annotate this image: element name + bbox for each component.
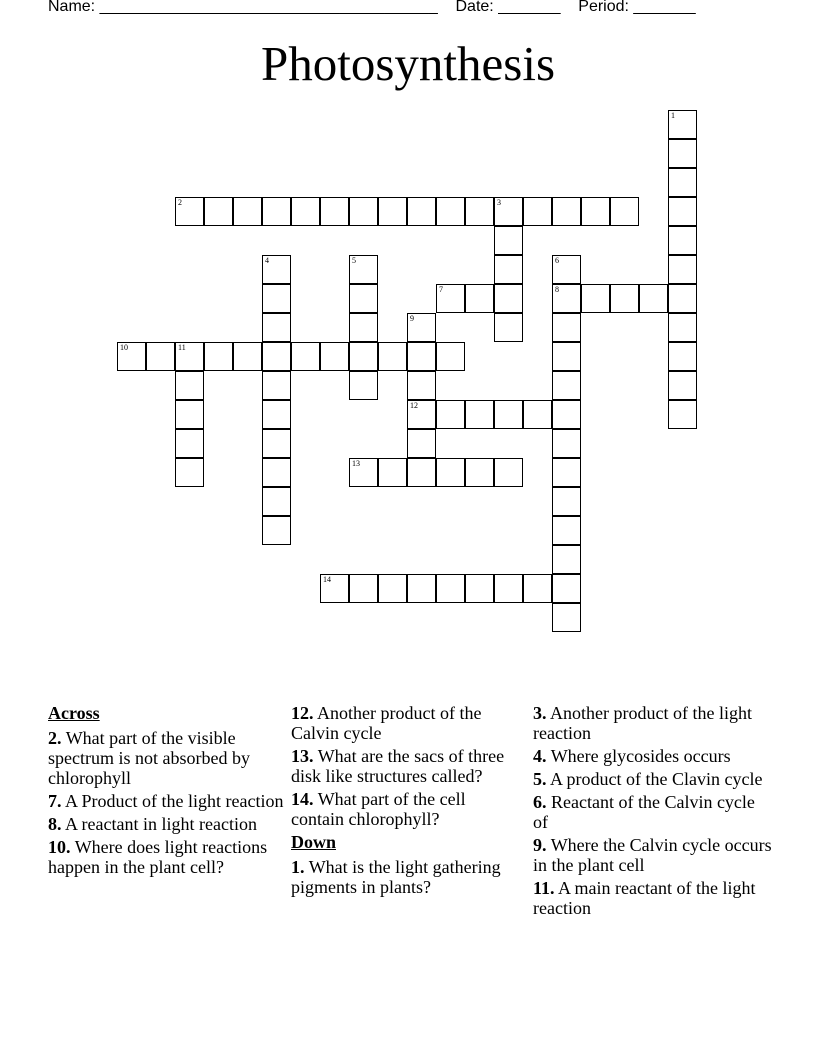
- grid-cell[interactable]: [291, 342, 320, 371]
- grid-cell[interactable]: [378, 574, 407, 603]
- grid-cell[interactable]: [436, 400, 465, 429]
- clue-column-2: [291, 703, 521, 900]
- grid-cell[interactable]: [668, 255, 697, 284]
- down-heading: Down: [291, 832, 337, 852]
- date-field-label[interactable]: Date: _______: [455, 0, 561, 15]
- grid-cell[interactable]: [233, 342, 262, 371]
- grid-cell[interactable]: [204, 342, 233, 371]
- cell-number: 5: [352, 256, 356, 265]
- grid-cell[interactable]: [610, 284, 639, 313]
- grid-cell[interactable]: [204, 197, 233, 226]
- grid-cell[interactable]: [407, 197, 436, 226]
- clue-text: What is the light gathering pigments in plants?: [291, 857, 501, 897]
- grid-cell[interactable]: [494, 197, 523, 226]
- grid-cell[interactable]: [378, 458, 407, 487]
- grid-cell[interactable]: [175, 400, 204, 429]
- grid-cell[interactable]: [262, 313, 291, 342]
- clue-number: 2.: [48, 728, 62, 748]
- grid-cell[interactable]: [349, 313, 378, 342]
- grid-cell[interactable]: [349, 255, 378, 284]
- cell-number: 14: [323, 575, 331, 584]
- cell-number: 3: [497, 198, 501, 207]
- clue-text: Where glycosides occurs: [550, 746, 731, 766]
- grid-cell[interactable]: [668, 342, 697, 371]
- grid-cell[interactable]: [117, 342, 146, 371]
- grid-cell[interactable]: [465, 197, 494, 226]
- grid-cell[interactable]: [175, 429, 204, 458]
- grid-cell[interactable]: [349, 458, 378, 487]
- grid-cell[interactable]: [668, 313, 697, 342]
- grid-cell[interactable]: [262, 371, 291, 400]
- grid-cell[interactable]: [523, 400, 552, 429]
- clue-down-4: [533, 746, 773, 766]
- grid-cell[interactable]: [349, 342, 378, 371]
- grid-cell[interactable]: [523, 574, 552, 603]
- grid-cell[interactable]: [552, 313, 581, 342]
- grid-cell[interactable]: [407, 313, 436, 342]
- grid-cell[interactable]: [610, 197, 639, 226]
- grid-cell[interactable]: [668, 197, 697, 226]
- grid-cell[interactable]: [668, 168, 697, 197]
- cell-number: 12: [410, 401, 418, 410]
- grid-cell[interactable]: [668, 284, 697, 313]
- grid-cell[interactable]: [407, 429, 436, 458]
- grid-cell[interactable]: [378, 197, 407, 226]
- grid-cell[interactable]: [552, 603, 581, 632]
- grid-cell[interactable]: [668, 110, 697, 139]
- cell-number: 1: [671, 111, 675, 120]
- clue-across-14: [291, 789, 521, 829]
- grid-cell[interactable]: [494, 226, 523, 255]
- clue-text: Another product of the Calvin cycle: [291, 703, 482, 743]
- grid-cell[interactable]: [320, 342, 349, 371]
- clue-number: 14.: [291, 789, 314, 809]
- clue-text: What part of the visible spectrum is not absorbed by chlorophyll: [48, 728, 250, 788]
- grid-cell[interactable]: [262, 487, 291, 516]
- cell-number: 2: [178, 198, 182, 207]
- grid-cell[interactable]: [436, 284, 465, 313]
- grid-cell[interactable]: [175, 371, 204, 400]
- cell-number: 8: [555, 285, 559, 294]
- clue-number: 9.: [533, 835, 547, 855]
- clue-across-13: [291, 746, 521, 786]
- clue-number: 5.: [533, 769, 547, 789]
- grid-cell[interactable]: [552, 342, 581, 371]
- clue-number: 11.: [533, 878, 555, 898]
- grid-cell[interactable]: [465, 458, 494, 487]
- name-field-label[interactable]: Name: ______________________________________: [48, 0, 438, 15]
- clue-text: What part of the cell contain chlorophyll?: [291, 789, 466, 829]
- grid-cell[interactable]: [552, 574, 581, 603]
- grid-cell[interactable]: [552, 487, 581, 516]
- clue-down-5: [533, 769, 773, 789]
- clue-text: A reactant in light reaction: [65, 814, 257, 834]
- grid-cell[interactable]: [146, 342, 175, 371]
- cell-number: 6: [555, 256, 559, 265]
- grid-cell[interactable]: [262, 516, 291, 545]
- clue-text: Where does light reactions happen in the plant cell?: [48, 837, 268, 877]
- grid-cell[interactable]: [465, 284, 494, 313]
- clue-across-8: [48, 814, 284, 834]
- grid-cell[interactable]: [436, 574, 465, 603]
- grid-cell[interactable]: [407, 400, 436, 429]
- grid-cell[interactable]: [494, 255, 523, 284]
- grid-cell[interactable]: [552, 371, 581, 400]
- grid-cell[interactable]: [552, 255, 581, 284]
- clue-text: A Product of the light reaction: [65, 791, 284, 811]
- grid-cell[interactable]: [552, 400, 581, 429]
- grid-cell[interactable]: [175, 458, 204, 487]
- grid-cell[interactable]: [552, 516, 581, 545]
- grid-cell[interactable]: [349, 284, 378, 313]
- grid-cell[interactable]: [436, 342, 465, 371]
- clue-number: 6.: [533, 792, 547, 812]
- grid-cell[interactable]: [407, 574, 436, 603]
- grid-cell[interactable]: [262, 400, 291, 429]
- clue-down-11: [533, 878, 773, 918]
- clue-down-9: [533, 835, 773, 875]
- grid-cell[interactable]: [494, 574, 523, 603]
- grid-cell[interactable]: [407, 342, 436, 371]
- grid-cell[interactable]: [668, 400, 697, 429]
- grid-cell[interactable]: [552, 545, 581, 574]
- clue-down-1: [291, 857, 521, 897]
- clue-number: 10.: [48, 837, 71, 857]
- grid-cell[interactable]: [291, 197, 320, 226]
- clue-text: Another product of the light reaction: [533, 703, 752, 743]
- grid-cell[interactable]: [320, 197, 349, 226]
- cell-number: 4: [265, 256, 269, 265]
- grid-cell[interactable]: [668, 226, 697, 255]
- clue-across-10: [48, 837, 284, 877]
- grid-cell[interactable]: [436, 458, 465, 487]
- grid-cell[interactable]: [523, 197, 552, 226]
- grid-cell[interactable]: [494, 313, 523, 342]
- grid-cell[interactable]: [175, 197, 204, 226]
- clue-number: 12.: [291, 703, 314, 723]
- grid-cell[interactable]: [378, 342, 407, 371]
- grid-cell[interactable]: [465, 400, 494, 429]
- clue-down-3: [533, 703, 773, 743]
- across-heading: Across: [48, 703, 100, 723]
- grid-cell[interactable]: [581, 284, 610, 313]
- grid-cell[interactable]: [262, 429, 291, 458]
- clue-text: A main reactant of the light reaction: [533, 878, 756, 918]
- clue-column-3: [533, 703, 773, 921]
- grid-cell[interactable]: [552, 284, 581, 313]
- clue-across-12: [291, 703, 521, 743]
- grid-cell[interactable]: [262, 458, 291, 487]
- grid-cell[interactable]: [320, 574, 349, 603]
- grid-cell[interactable]: [552, 429, 581, 458]
- clue-number: 8.: [48, 814, 62, 834]
- grid-cell[interactable]: [465, 574, 494, 603]
- grid-cell[interactable]: [233, 197, 262, 226]
- clue-number: 4.: [533, 746, 547, 766]
- grid-cell[interactable]: [581, 197, 610, 226]
- period-field-label[interactable]: Period: _______: [578, 0, 696, 15]
- grid-cell[interactable]: [668, 371, 697, 400]
- grid-cell[interactable]: [262, 197, 291, 226]
- grid-cell[interactable]: [494, 400, 523, 429]
- grid-cell[interactable]: [349, 197, 378, 226]
- grid-cell[interactable]: [262, 284, 291, 313]
- grid-cell[interactable]: [175, 342, 204, 371]
- clue-number: 3.: [533, 703, 547, 723]
- cell-number: 13: [352, 459, 360, 468]
- grid-cell[interactable]: [262, 255, 291, 284]
- clue-column-1: [48, 703, 284, 880]
- clue-across-2: [48, 728, 284, 788]
- clue-text: A product of the Clavin cycle: [550, 769, 763, 789]
- grid-cell[interactable]: [494, 458, 523, 487]
- clue-text: What are the sacs of three disk like structures called?: [291, 746, 505, 786]
- grid-cell[interactable]: [262, 342, 291, 371]
- grid-cell[interactable]: [552, 197, 581, 226]
- clue-number: 13.: [291, 746, 314, 766]
- page-title: Photosynthesis: [260, 36, 556, 91]
- grid-cell[interactable]: [407, 371, 436, 400]
- grid-cell[interactable]: [668, 139, 697, 168]
- cell-number: 7: [439, 285, 443, 294]
- clue-number: 1.: [291, 857, 305, 877]
- grid-cell[interactable]: [349, 371, 378, 400]
- grid-cell[interactable]: [552, 458, 581, 487]
- clue-text: Where the Calvin cycle occurs in the plant cell: [533, 835, 772, 875]
- clue-across-7: [48, 791, 284, 811]
- grid-cell[interactable]: [349, 574, 378, 603]
- cell-number: 10: [120, 343, 128, 352]
- cell-number: 9: [410, 314, 414, 323]
- clue-number: 7.: [48, 791, 62, 811]
- grid-cell[interactable]: [436, 197, 465, 226]
- grid-cell[interactable]: [494, 284, 523, 313]
- grid-cell[interactable]: [639, 284, 668, 313]
- grid-cell[interactable]: [407, 458, 436, 487]
- clue-down-6: [533, 792, 773, 832]
- clue-text: Reactant of the Calvin cycle of: [533, 792, 755, 832]
- cell-number: 11: [178, 343, 186, 352]
